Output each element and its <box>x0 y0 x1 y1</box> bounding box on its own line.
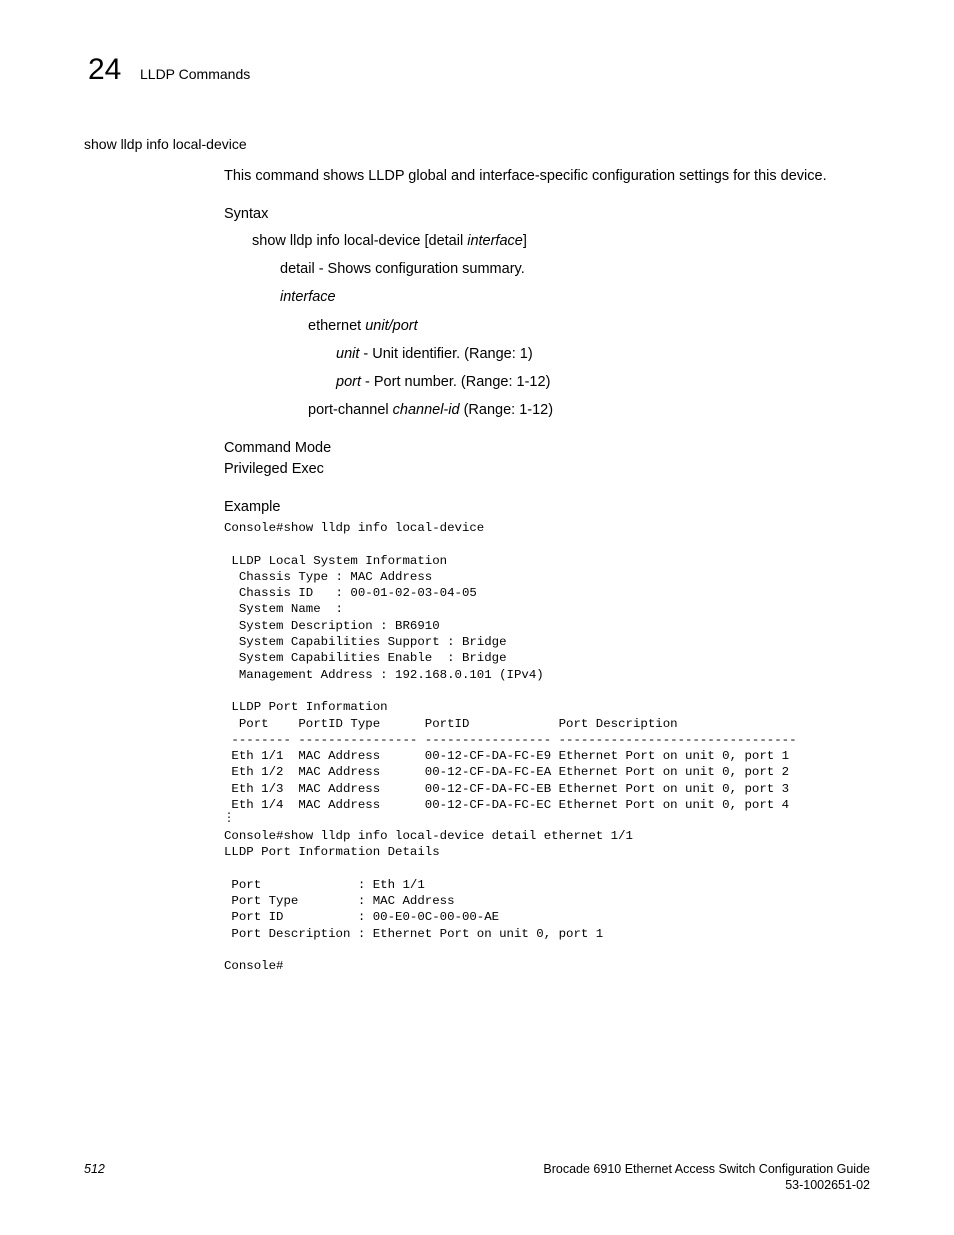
page-number: 512 <box>84 1162 105 1176</box>
ellipsis-icon: ⋮ <box>223 810 235 824</box>
example-heading: Example <box>224 499 281 515</box>
syntax-command: show lldp info local-device <box>252 233 421 249</box>
syntax-detail-keyword: detail <box>428 233 464 249</box>
unit-arg: unit <box>336 346 360 362</box>
ethernet-param <box>308 318 418 334</box>
port-channel-param <box>308 402 553 418</box>
detail-keyword: detail <box>280 261 315 277</box>
port-channel-description: (Range: 1-12) <box>459 402 554 418</box>
detail-param <box>280 261 525 277</box>
command-heading: show lldp info local-device <box>84 136 247 152</box>
guide-title: Brocade 6910 Ethernet Access Switch Configuration Guide <box>543 1162 870 1176</box>
example-code-block-2: Console#show lldp info local-device detail ethernet 1/1 LLDP Port Information Details Port : Eth 1/1 Port Type : MAC Address Port ID : 00-E0-0C-00-00-AE Port Description : Ethernet Port on unit 0, port 1 Console# <box>224 829 633 974</box>
interface-param: interface <box>280 289 336 305</box>
chapter-title: LLDP Commands <box>140 66 251 82</box>
example-code-block-1: Console#show lldp info local-device LLDP Local System Information Chassis Type : MAC Address Chassis ID : 00-01-02-03-04-05 System Name : System Description : BR6910 System Capabilities Support : Bridge System Capabilities Enable : Bridge Management Address : 192.168.0.101 (IPv4) LLDP Port Information Port PortID Type PortID Port Description -------- ---------------- ----------------- -------------------------------- Eth 1/1 MAC Address 00-12-CF-DA-FC-E9 Ethernet Port on unit 0, port 1 Eth 1/2 MAC Address 00-12-CF-DA-FC-EA Ethernet Port on unit 0, port 2 Eth 1/3 MAC Address 00-12-CF-DA-FC-EB Ethernet Port on unit 0, port 3 Eth 1/4 MAC Address 00-12-CF-DA-FC-EC Ethernet Port on unit 0, port 4 <box>224 521 797 813</box>
syntax-line <box>252 233 527 249</box>
detail-description: - Shows configuration summary. <box>314 261 525 277</box>
command-description: This command shows LLDP global and interface-specific configuration settings for this device. <box>224 168 827 184</box>
syntax-bracket-close: ] <box>522 233 527 249</box>
unit-param <box>336 346 533 362</box>
syntax-interface-arg: interface <box>463 233 523 249</box>
command-mode-value: Privileged Exec <box>224 461 324 477</box>
port-description: - Port number. (Range: 1-12) <box>361 374 551 390</box>
syntax-heading: Syntax <box>224 206 269 222</box>
port-channel-arg: channel-id <box>388 402 460 418</box>
command-mode-heading: Command Mode <box>224 440 332 456</box>
port-arg: port <box>336 374 361 390</box>
ethernet-arg: unit/port <box>361 318 418 334</box>
port-channel-keyword: port-channel <box>308 402 389 418</box>
port-param <box>336 374 550 390</box>
syntax-bracket-open: [ <box>420 233 429 249</box>
ethernet-keyword: ethernet <box>308 318 362 334</box>
chapter-number: 24 <box>88 53 122 86</box>
unit-description: - Unit identifier. (Range: 1) <box>359 346 533 362</box>
doc-number: 53-1002651-02 <box>785 1178 870 1192</box>
